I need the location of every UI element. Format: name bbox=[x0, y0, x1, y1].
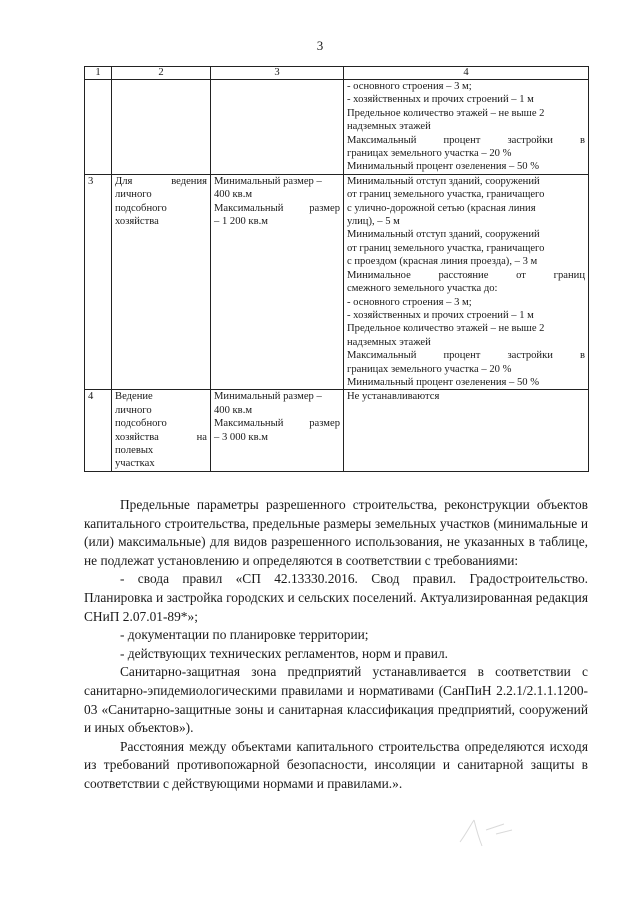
param-line: - хозяйственных и прочих строений – 1 м bbox=[347, 94, 534, 106]
header-cell-2: 2 bbox=[112, 67, 211, 80]
paragraph-distances: Расстояния между объектами капитального строительства определяются исходя из требований противопожарной безопасности, инсоляции и санитарной защиты в соответствии с действующими нормами и правилами.». bbox=[84, 738, 588, 791]
cell-parameters bbox=[344, 80, 589, 175]
param-line: - основного строения – 3 м; bbox=[347, 81, 472, 92]
cell-use-type bbox=[112, 174, 211, 390]
size-line: – 3 000 кв.м bbox=[214, 431, 268, 443]
use-line: личного bbox=[115, 404, 152, 416]
cell-parameters bbox=[344, 390, 589, 471]
param-line: границах земельного участка – 20 % bbox=[347, 148, 512, 160]
paragraph-sp-reference: - свода правил «СП 42.13330.2016. Свод правил. Градостроительство. Планировка и застройка городских и сельских поселений. Актуализированная редакция СНиП 2.07.01-89*»; bbox=[84, 571, 588, 624]
paragraph-planning-docs: - документации по планировке территории; bbox=[120, 627, 369, 643]
use-line: полевых bbox=[115, 444, 154, 456]
cell-use-type bbox=[112, 390, 211, 471]
header-cell-1: 1 bbox=[85, 67, 112, 80]
paragraph-sanitary-zone: Санитарно-защитная зона предприятий устанавливается в соответствии с санитарно-эпидемиологическими правилами и нормативами (СанПиН 2.2.1/2.1.1.1200-03 «Санитарно-защитные зоны и санитарная классификация предприятий, сооружений и иных объектов»). bbox=[84, 664, 588, 736]
table-row-3 bbox=[85, 174, 589, 390]
param-line: Не устанавливаются bbox=[347, 391, 440, 403]
use-line: Для ведения bbox=[115, 175, 207, 187]
param-line: от границ земельного участка, граничащего bbox=[347, 242, 545, 254]
table-header-row bbox=[85, 67, 589, 80]
param-line: Минимальный отступ зданий, сооружений bbox=[347, 175, 540, 187]
size-line: – 1 200 кв.м bbox=[214, 216, 268, 228]
cell-plot-size bbox=[211, 80, 344, 175]
use-line: подсобного bbox=[115, 418, 167, 430]
param-line: Минимальный отступ зданий, сооружений bbox=[347, 229, 540, 241]
use-line: участках bbox=[115, 458, 155, 470]
size-line: Минимальный размер – bbox=[214, 391, 322, 403]
size-line: Максимальный размер bbox=[214, 418, 340, 430]
page-number: 3 bbox=[316, 38, 324, 53]
cell-num: 3 bbox=[85, 174, 112, 390]
header-cell-4: 4 bbox=[344, 67, 589, 80]
paragraph-tech-regulations: - действующих технических регламентов, норм и правил. bbox=[120, 645, 448, 661]
size-line: 400 кв.м bbox=[214, 404, 253, 416]
faint-signature-mark bbox=[456, 812, 516, 852]
param-line: с проездом (красная линия проезда), – 3 м bbox=[347, 256, 538, 268]
param-line: Минимальное расстояние от границ bbox=[347, 269, 585, 281]
cell-parameters bbox=[344, 174, 589, 390]
param-line: границах земельного участка – 20 % bbox=[347, 363, 512, 375]
use-line: хозяйства на bbox=[115, 431, 207, 443]
cell-plot-size bbox=[211, 390, 344, 471]
param-line: смежного земельного участка до: bbox=[347, 283, 498, 295]
param-line: с улично-дорожной сетью (красная линия bbox=[347, 202, 536, 214]
use-line: личного bbox=[115, 189, 152, 201]
use-line: Ведение bbox=[115, 391, 153, 403]
param-line: надземных этажей bbox=[347, 336, 431, 348]
table-row-continuation bbox=[85, 80, 589, 175]
param-line: надземных этажей bbox=[347, 121, 431, 133]
body-text bbox=[84, 496, 588, 794]
cell-use-type bbox=[112, 80, 211, 175]
regulations-table bbox=[84, 66, 589, 472]
paragraph-parameters-intro: Предельные параметры разрешенного строительства, реконструкции объектов капитального строительства, предельные размеры земельных участков (минимальные и (или) максимальные) для видов разрешенного использования, не указанных в таблице, не подлежат установлению и определяются в соответствии с требованиями: bbox=[84, 497, 588, 568]
table-row-4 bbox=[85, 390, 589, 471]
param-line: Предельное количество этажей – не выше 2 bbox=[347, 323, 545, 335]
param-line: Максимальный процент застройки в bbox=[347, 350, 585, 362]
size-line: Максимальный размер bbox=[214, 202, 340, 214]
param-line: от границ земельного участка, граничащего bbox=[347, 189, 545, 201]
use-line: подсобного bbox=[115, 202, 167, 214]
use-line: хозяйства bbox=[115, 216, 159, 228]
param-line: Максимальный процент застройки в bbox=[347, 134, 585, 146]
param-line: - хозяйственных и прочих строений – 1 м bbox=[347, 309, 534, 321]
param-line: Предельное количество этажей – не выше 2 bbox=[347, 107, 545, 119]
header-cell-3: 3 bbox=[211, 67, 344, 80]
param-line: - основного строения – 3 м; bbox=[347, 296, 472, 308]
size-line: 400 кв.м bbox=[214, 189, 253, 201]
size-line: Минимальный размер – bbox=[214, 175, 322, 187]
param-line: Минимальный процент озеленения – 50 % bbox=[347, 376, 540, 388]
cell-num bbox=[85, 80, 112, 175]
cell-num: 4 bbox=[85, 390, 112, 471]
cell-plot-size bbox=[211, 174, 344, 390]
param-line: Минимальный процент озеленения – 50 % bbox=[347, 161, 540, 173]
param-line: улиц), – 5 м bbox=[347, 216, 400, 228]
